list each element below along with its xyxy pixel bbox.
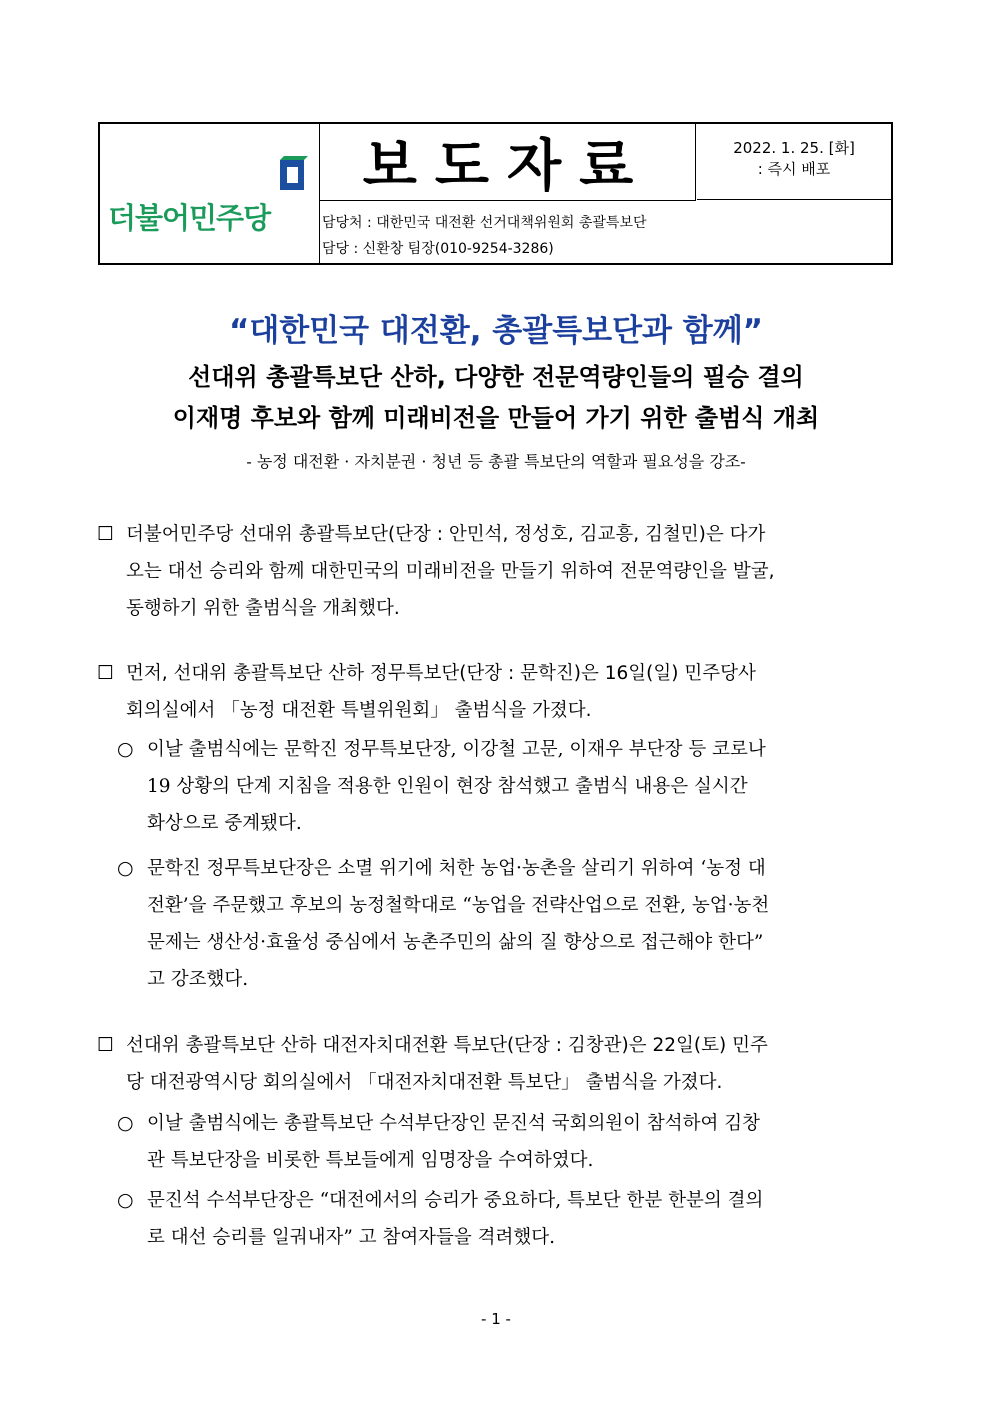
text-line: 19 상황의 단계 지침을 적용한 인원이 현장 참석했고 출범식 내용은 실시간 xyxy=(147,776,748,797)
square-bullet: ☐ xyxy=(97,662,115,684)
text-line: 선대위 총괄특보단 산하 대전자치대전환 특보단(단장 : 김창관)은 22일(토) 민주 xyxy=(126,1035,768,1056)
press-release-title: 보도자료 xyxy=(319,124,696,201)
square-bullet: ☐ xyxy=(97,1034,115,1056)
text-line: 회의실에서 「농정 대전환 특별위원회」 출범식을 가졌다. xyxy=(126,700,592,721)
text-line: 전환’을 주문했고 후보의 농정철학대로 “농업을 전략산업으로 전환, 농업·농천 xyxy=(147,895,770,916)
text-line: 이날 출범식에는 총괄특보단 수석부단장인 문진석 국회의원이 참석하여 김창 xyxy=(147,1113,761,1134)
paragraph-1 xyxy=(126,516,775,627)
paragraph-3a xyxy=(147,1105,760,1179)
contact-person: 담당 : 신환창 팀장(010-9254-3286) xyxy=(322,241,554,257)
paragraph-3 xyxy=(126,1027,768,1101)
text-line: 문진석 수석부단장은 “대전에서의 승리가 중요하다, 특보단 한분 한분의 결의 xyxy=(147,1190,764,1211)
text-line: 동행하기 위한 출범식을 개최했다. xyxy=(126,598,400,619)
text-line: 오는 대선 승리와 함께 대한민국의 미래비전을 만들기 위하여 전문역량인을 발굴, xyxy=(126,561,775,582)
paragraph-2 xyxy=(126,655,756,729)
sub-headline-2: 이재명 후보와 함께 미래비전을 만들어 가기 위한 출범식 개최 xyxy=(172,404,820,432)
text-line: 문학진 정무특보단장은 소멸 위기에 처한 농업·농촌을 살리기 위하여 ‘농정 대 xyxy=(147,858,766,879)
page-number: - 1 - xyxy=(481,1310,511,1328)
paragraph-2a xyxy=(147,731,766,842)
logo-text: 더불어민주당 xyxy=(108,201,271,235)
text-line: 더불어민주당 선대위 총괄특보단(단장 : 안민석, 정성호, 김교흥, 김철민)은 다가 xyxy=(126,524,766,545)
release-date: 2022. 1. 25. [화] xyxy=(733,139,855,157)
logo-cell xyxy=(100,124,320,263)
text-line: 관 특보단장을 비롯한 특보들에게 임명장을 수여하였다. xyxy=(147,1150,594,1171)
text-line: 먼저, 선대위 총괄특보단 산하 정무특보단(단장 : 문학진)은 16일(일) 민주당사 xyxy=(126,663,756,684)
text-line: 당 대전광역시당 회의실에서 「대전자치대전환 특보단」 출범식을 가졌다. xyxy=(126,1072,723,1093)
main-headline: “대한민국 대전환, 총괄특보단과 함께” xyxy=(228,313,764,349)
square-bullet: ☐ xyxy=(97,523,115,545)
text-line: 이날 출범식에는 문학진 정무특보단장, 이강철 고문, 이재우 부단장 등 코로나 xyxy=(147,739,766,760)
text-line: 고 강조했다. xyxy=(147,969,249,990)
press-header-box xyxy=(98,122,893,265)
circle-bullet: ○ xyxy=(117,1189,134,1211)
sub-headline-1: 선대위 총괄특보단 산하, 다양한 전문역량인들의 필승 결의 xyxy=(188,363,804,391)
tagline: - 농정 대전환 · 자치분권 · 청년 등 총괄 특보단의 역할과 필요성을 강조- xyxy=(246,452,746,471)
circle-bullet: ○ xyxy=(117,1112,134,1134)
text-line: 화상으로 중계됐다. xyxy=(147,813,302,834)
release-type: : 즉시 배포 xyxy=(757,160,831,178)
text-line: 로 대선 승리를 일궈내자” 고 참여자들을 격려했다. xyxy=(147,1227,556,1248)
contact-dept: 담당처 : 대한민국 대전환 선거대책위원회 총괄특보단 xyxy=(322,215,647,231)
date-cell xyxy=(697,124,891,200)
text-line: 문제는 생산성·효율성 중심에서 농촌주민의 삶의 질 향상으로 접근해야 한다” xyxy=(147,932,764,953)
paragraph-2b xyxy=(147,850,769,998)
circle-bullet: ○ xyxy=(117,738,134,760)
paragraph-3b xyxy=(147,1182,763,1256)
circle-bullet: ○ xyxy=(117,857,134,879)
party-logo-icon xyxy=(278,156,308,192)
